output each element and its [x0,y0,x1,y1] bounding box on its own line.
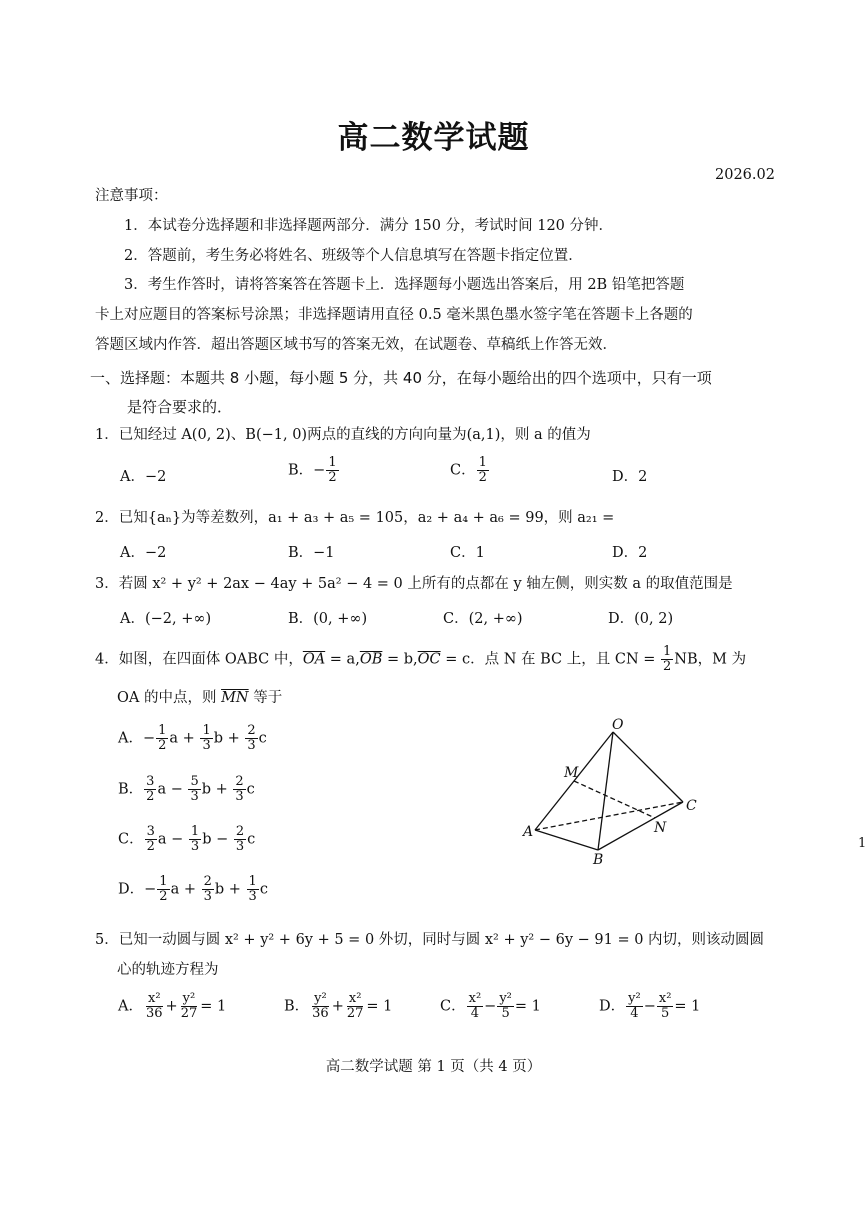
label-n: N [654,820,667,836]
numerator: 5 [190,774,199,789]
sign: − [142,730,156,747]
numerator: 3 [146,774,155,789]
fraction [234,825,246,854]
section-1-heading-cont: 是符合要求的． [127,398,233,416]
q3-option-d: D．(0, 2) [608,611,674,627]
denominator: 4 [630,1006,639,1021]
numerator: 1 [202,723,211,738]
option-label: B． [284,998,310,1015]
q5-stem-line-2: 心的轨迹方程为 [117,962,219,978]
page-footer: 高二数学试题 第 1 页（共 4 页） [325,1059,542,1075]
numerator: y² [314,991,327,1006]
numerator: 1 [159,874,168,889]
denominator: 36 [145,1006,163,1021]
numerator: x² [658,991,672,1006]
page-title: 高二数学试题 [337,120,530,156]
numerator: y² [499,991,512,1006]
fraction [233,775,245,804]
q1-option-a: A．−2 [120,469,167,485]
edge-ob [598,732,613,850]
fraction [345,992,366,1021]
q5-option-b [284,992,392,1021]
cn-fraction [661,645,673,674]
q4-option-d [118,875,268,904]
section-1-heading: 一、选择题：本题共 8 小题，每小题 5 分，共 40 分，在每小题给出的四个选项中，只有一项 [90,369,712,387]
denominator: 2 [478,470,487,485]
edge-bc [598,802,683,850]
notice-heading: 注意事项： [95,188,168,204]
label-c: C [686,798,697,814]
rhs: = 1 [674,998,701,1015]
fraction [310,992,331,1021]
option-label: A． [118,998,143,1015]
q4-option-a [118,724,267,753]
q4-stem-part: NB，M 为 [674,651,747,668]
numerator: 1 [190,824,200,839]
q1-option-c [450,456,490,485]
q4-stem-part: = a, [325,651,360,668]
fraction [247,875,259,904]
q3-option-c: C．(2, +∞) [443,611,523,627]
fraction [202,875,214,904]
numerator: 2 [235,774,244,789]
denominator: 5 [660,1006,670,1021]
term: a + [170,881,201,898]
numerator: 1 [328,455,337,470]
q1-option-b-prefix: B．− [288,462,326,479]
numerator: 2 [203,874,212,889]
q2-option-b: B．−1 [288,545,335,561]
denominator: 2 [158,738,167,753]
tetrahedron-figure [520,712,720,872]
notice-item-2: 2．答题前，考生务必将姓名、班级等个人信息填写在答题卡指定位置． [124,248,583,264]
denominator: 3 [248,889,257,904]
fraction [188,775,200,804]
rhs: = 1 [200,998,227,1015]
numerator: 2 [247,723,256,738]
margin-mark: 1 [858,836,867,851]
operator: + [165,998,178,1015]
q2-option-c: C．1 [450,545,485,561]
q5-option-d [599,992,700,1021]
fraction [144,775,156,804]
numerator: y² [182,991,196,1006]
fraction [189,825,201,854]
fraction [626,992,643,1021]
q4-stem-part: = b, [382,651,418,668]
q5-option-a [118,992,226,1021]
fraction [156,724,168,753]
sign: − [144,881,157,898]
label-b: B [593,852,604,868]
fraction [179,992,200,1021]
q4-option-c [118,825,255,854]
operator: − [484,998,497,1015]
option-label: B． [118,781,144,798]
term: a − [157,781,188,798]
denominator: 27 [180,1006,198,1021]
term: b + [214,881,246,898]
denominator: 3 [203,889,212,904]
term: b + [201,781,233,798]
label-m: M [564,765,579,781]
q1-option-b-fraction [326,456,338,485]
term: c [247,831,256,848]
q2-option-d: D．2 [612,545,648,561]
notice-item-3-line-2: 卡上对应题目的答案标号涂黑；非选择题请用直径 0.5 毫米黑色墨水签字笔在答题卡上各题的 [95,307,693,323]
denominator: 3 [235,839,245,854]
denominator: 2 [663,659,672,674]
q4-stem-part: = c．点 N 在 BC 上，且 CN = [440,651,660,668]
vector-ob: $\overline{OB}$ [359,651,383,668]
denominator: 3 [247,738,256,753]
q3-option-a: A．(−2, +∞) [120,611,212,627]
option-label: A． [118,730,143,747]
term: b + [213,730,245,747]
denominator: 5 [501,1006,510,1021]
term: c [259,881,268,898]
denominator: 2 [146,789,155,804]
vector-mn: $\overline{MN}$ [221,690,249,706]
numerator: y² [628,991,641,1006]
fraction [657,992,674,1021]
operator: − [643,998,656,1015]
numerator: 1 [478,455,487,470]
q1-option-c-prefix: C． [450,462,476,479]
q2-stem: 2．已知{aₙ}为等差数列，a₁ + a₃ + a₅ = 105，a₂ + a₄ + a₆ = 99，则 a₂₁ = [95,510,615,526]
q1-option-b [288,456,340,485]
q4-stem-line-2 [117,688,282,708]
notice-item-1: 1．本试卷分选择题和非选择题两部分．满分 150 分，考试时间 120 分钟． [124,218,614,234]
option-label: D． [599,998,626,1015]
numerator: x² [348,991,362,1006]
denominator: 3 [190,839,200,854]
denominator: 2 [328,470,337,485]
term: c [246,781,255,798]
numerator: 1 [158,723,167,738]
q4-stem [95,645,746,674]
vector-oa: $\overline{OA}$ [302,651,326,668]
fraction [245,724,257,753]
q5-stem-line-1: 5．已知一动圆与圆 x² + y² + 6y + 5 = 0 外切，同时与圆 x² + y² − 6y − 91 = 0 内切，则该动圆圆 [95,932,765,948]
fraction [497,992,514,1021]
term: c [258,730,267,747]
q3-stem: 3．若圆 x² + y² + 2ax − 4ay + 5a² − 4 = 0 上所有的点都在 y 轴左侧，则实数 a 的取值范围是 [95,576,733,592]
term: a − [157,831,188,848]
fraction [467,992,484,1021]
numerator: 2 [235,824,245,839]
denominator: 36 [312,1006,329,1021]
exam-date: 2026.02 [715,167,775,183]
option-label: C． [118,831,144,848]
edge-oc [613,732,683,802]
q4-stem-part: 等于 [248,690,283,706]
q4-stem-part: OA 的中点，则 [117,690,222,706]
denominator: 2 [146,839,155,854]
numerator: 1 [248,874,257,889]
fraction [144,992,165,1021]
numerator: x² [468,991,482,1006]
q4-stem-part: 4．如图，在四面体 OABC 中， [95,651,303,668]
numerator: 3 [146,824,155,839]
segment-mn [574,781,655,818]
q5-option-c [440,992,541,1021]
edge-ab [535,830,598,850]
rhs: = 1 [366,998,393,1015]
numerator: x² [147,991,161,1006]
notice-item-3-line-3: 答题区域内作答．超出答题区域书写的答案无效，在试题卷、草稿纸上作答无效． [95,337,617,353]
fraction [157,875,169,904]
q2-option-a: A．−2 [120,545,167,561]
q1-option-c-fraction [477,456,489,485]
q4-option-b [118,775,255,804]
denominator: 2 [159,889,168,904]
fraction [200,724,212,753]
denominator: 4 [470,1006,480,1021]
denominator: 3 [202,738,211,753]
term: a + [169,730,200,747]
label-a: A [523,824,534,840]
notice-item-3-line-1: 3．考生作答时，请将答案答在答题卡上．选择题每小题选出答案后，用 2B 铅笔把答题 [124,277,685,293]
option-label: D． [118,881,145,898]
term: b − [202,831,233,848]
denominator: 3 [235,789,244,804]
denominator: 3 [190,789,199,804]
numerator: 1 [663,644,672,659]
q3-option-b: B．(0, +∞) [288,611,368,627]
option-label: C． [440,998,466,1015]
rhs: = 1 [514,998,541,1015]
operator: + [331,998,344,1015]
label-o: O [612,717,624,733]
vector-oc: $\overline{OC}$ [417,651,441,668]
denominator: 27 [346,1006,364,1021]
q1-option-d: D．2 [612,469,648,485]
fraction [145,825,157,854]
q1-stem: 1．已知经过 A(0, 2)、B(−1, 0)两点的直线的方向向量为(a,1)，则 a 的值为 [95,427,591,443]
